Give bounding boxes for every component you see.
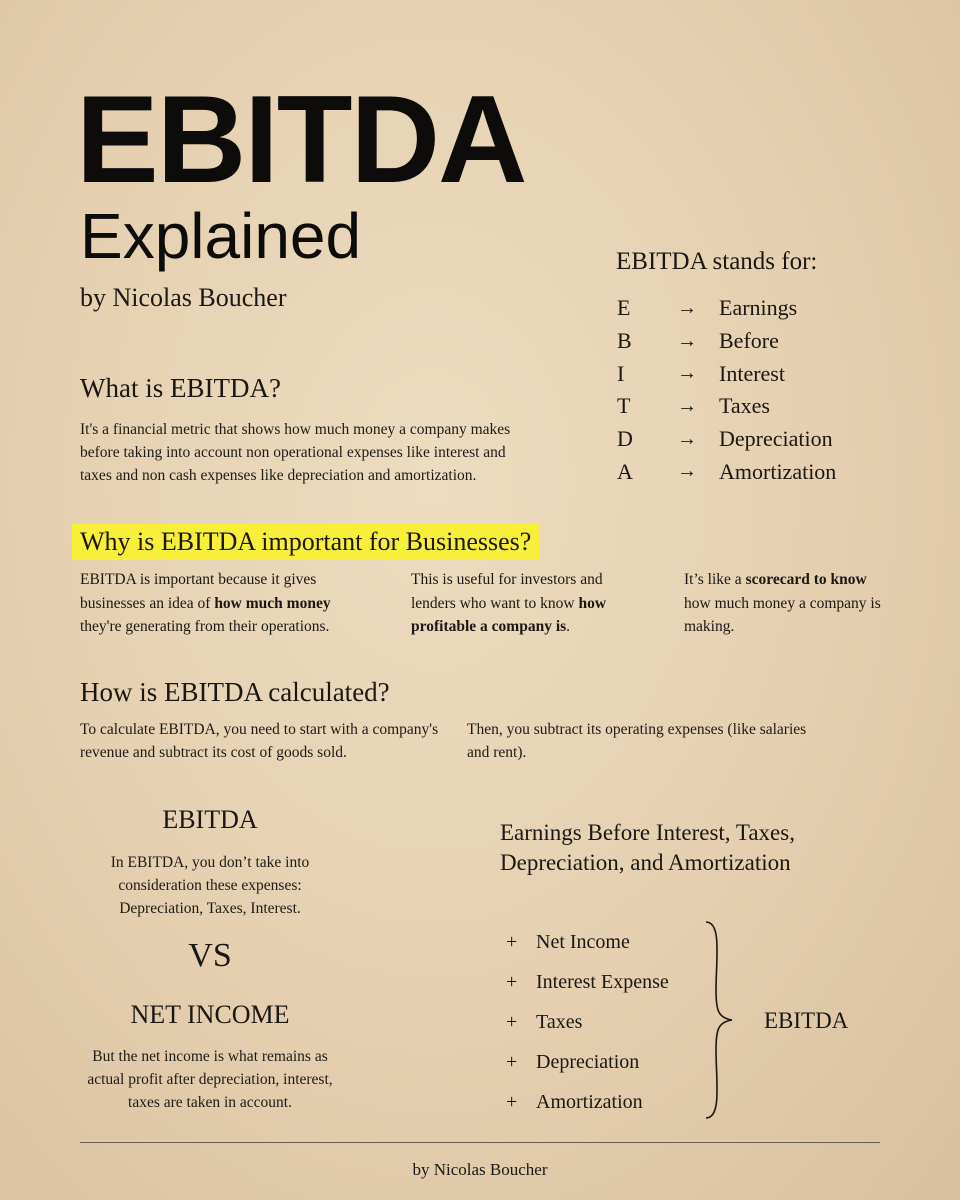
net-income-label: NET INCOME: [130, 1000, 290, 1029]
arrow-icon: →: [677, 460, 697, 483]
acronym-word: Earnings: [719, 295, 798, 321]
acronym-word: Interest: [719, 360, 785, 386]
plus-icon: +: [506, 1050, 518, 1073]
formula-item-label: Net Income: [536, 930, 630, 953]
formula-item-label: Interest Expense: [536, 970, 669, 993]
acronym-list: [615, 292, 895, 488]
why-column-1: [80, 568, 370, 639]
why-column-2: [411, 568, 651, 639]
footer-divider: [80, 1142, 880, 1143]
arrow-icon: →: [677, 394, 697, 417]
acronym-row-a: [615, 455, 895, 488]
plus-icon: +: [506, 1010, 518, 1033]
text-run: they're generating from their operations.: [80, 618, 330, 635]
arrow-icon: →: [677, 362, 697, 385]
arrow-icon: →: [677, 329, 697, 352]
net-income-description: But the net income is what remains as actual profit after depreciation, interest, taxes are taken in account.: [87, 1048, 333, 1111]
acronym-letter: E: [617, 295, 631, 321]
formula-title: Earnings Before Interest, Taxes, Depreciation, and Amortization: [500, 820, 795, 875]
ebitda-description: In EBITDA, you don’t take into consideration these expenses: Depreciation, Taxes, Interest.: [110, 854, 310, 917]
formula-item-label: Taxes: [536, 1010, 583, 1033]
formula-item-label: Depreciation: [536, 1050, 640, 1073]
acronym-letter: A: [617, 458, 633, 484]
text-run: This is useful for investors and lenders who want to know: [411, 571, 603, 612]
formula-result: EBITDA: [764, 1008, 849, 1033]
formula-list: [506, 922, 669, 1122]
acronym-row-t: [615, 390, 895, 423]
bold-text: how profitable a company is: [411, 594, 607, 635]
acronym-word: Amortization: [719, 458, 837, 484]
author-byline: by Nicolas Boucher: [80, 283, 287, 312]
page-title: EBITDA: [76, 71, 526, 209]
acronym-word: Depreciation: [719, 426, 833, 452]
acronym-row-i: [615, 357, 895, 390]
stands-for-title: EBITDA stands for:: [616, 248, 818, 275]
curly-brace-icon: [700, 920, 740, 1120]
acronym-letter: B: [617, 328, 632, 354]
formula-item: [506, 962, 669, 1002]
text-run: .: [566, 618, 571, 635]
plus-icon: +: [506, 970, 518, 993]
acronym-row-e: [615, 292, 895, 325]
plus-icon: +: [506, 1090, 518, 1113]
footer-byline: by Nicolas Boucher: [412, 1160, 548, 1179]
what-text: It's a financial metric that shows how much money a company makes before taking into account non operational expenses like interest and taxes and non cash expenses like depreciation and amortization.: [80, 421, 511, 484]
calc-step-1: To calculate EBITDA, you need to start with a company's revenue and subtract its cost of goods sold.: [80, 721, 439, 761]
acronym-row-d: [615, 423, 895, 456]
plus-icon: +: [506, 930, 518, 953]
text-run: EBITDA is important because it gives businesses an idea of: [80, 571, 317, 612]
page-subtitle: Explained: [80, 200, 362, 272]
acronym-letter: D: [617, 426, 633, 452]
formula-item-label: Amortization: [536, 1090, 643, 1113]
calc-step-2: Then, you subtract its operating expenses (like salaries and rent).: [467, 721, 807, 761]
formula-item: [506, 1082, 669, 1122]
vs-label: VS: [188, 937, 232, 974]
formula-item: [506, 922, 669, 962]
what-heading: What is EBITDA?: [80, 373, 281, 403]
why-heading-highlighted: Why is EBITDA important for Businesses?: [72, 524, 539, 560]
how-heading: How is EBITDA calculated?: [80, 677, 390, 707]
why-column-3: [684, 568, 894, 639]
formula-item: [506, 1042, 669, 1082]
arrow-icon: →: [677, 427, 697, 450]
bold-text: how much money: [214, 594, 331, 612]
text-run: It’s like a: [684, 571, 746, 588]
arrow-icon: →: [677, 296, 697, 319]
acronym-letter: I: [617, 360, 625, 386]
ebitda-label: EBITDA: [162, 805, 258, 834]
acronym-word: Before: [719, 328, 779, 354]
formula-item: [506, 1002, 669, 1042]
acronym-row-b: [615, 325, 895, 358]
bold-text: scorecard to know: [745, 571, 867, 588]
acronym-word: Taxes: [719, 393, 770, 419]
acronym-letter: T: [617, 393, 631, 419]
text-run: how much money a company is making.: [684, 594, 881, 635]
